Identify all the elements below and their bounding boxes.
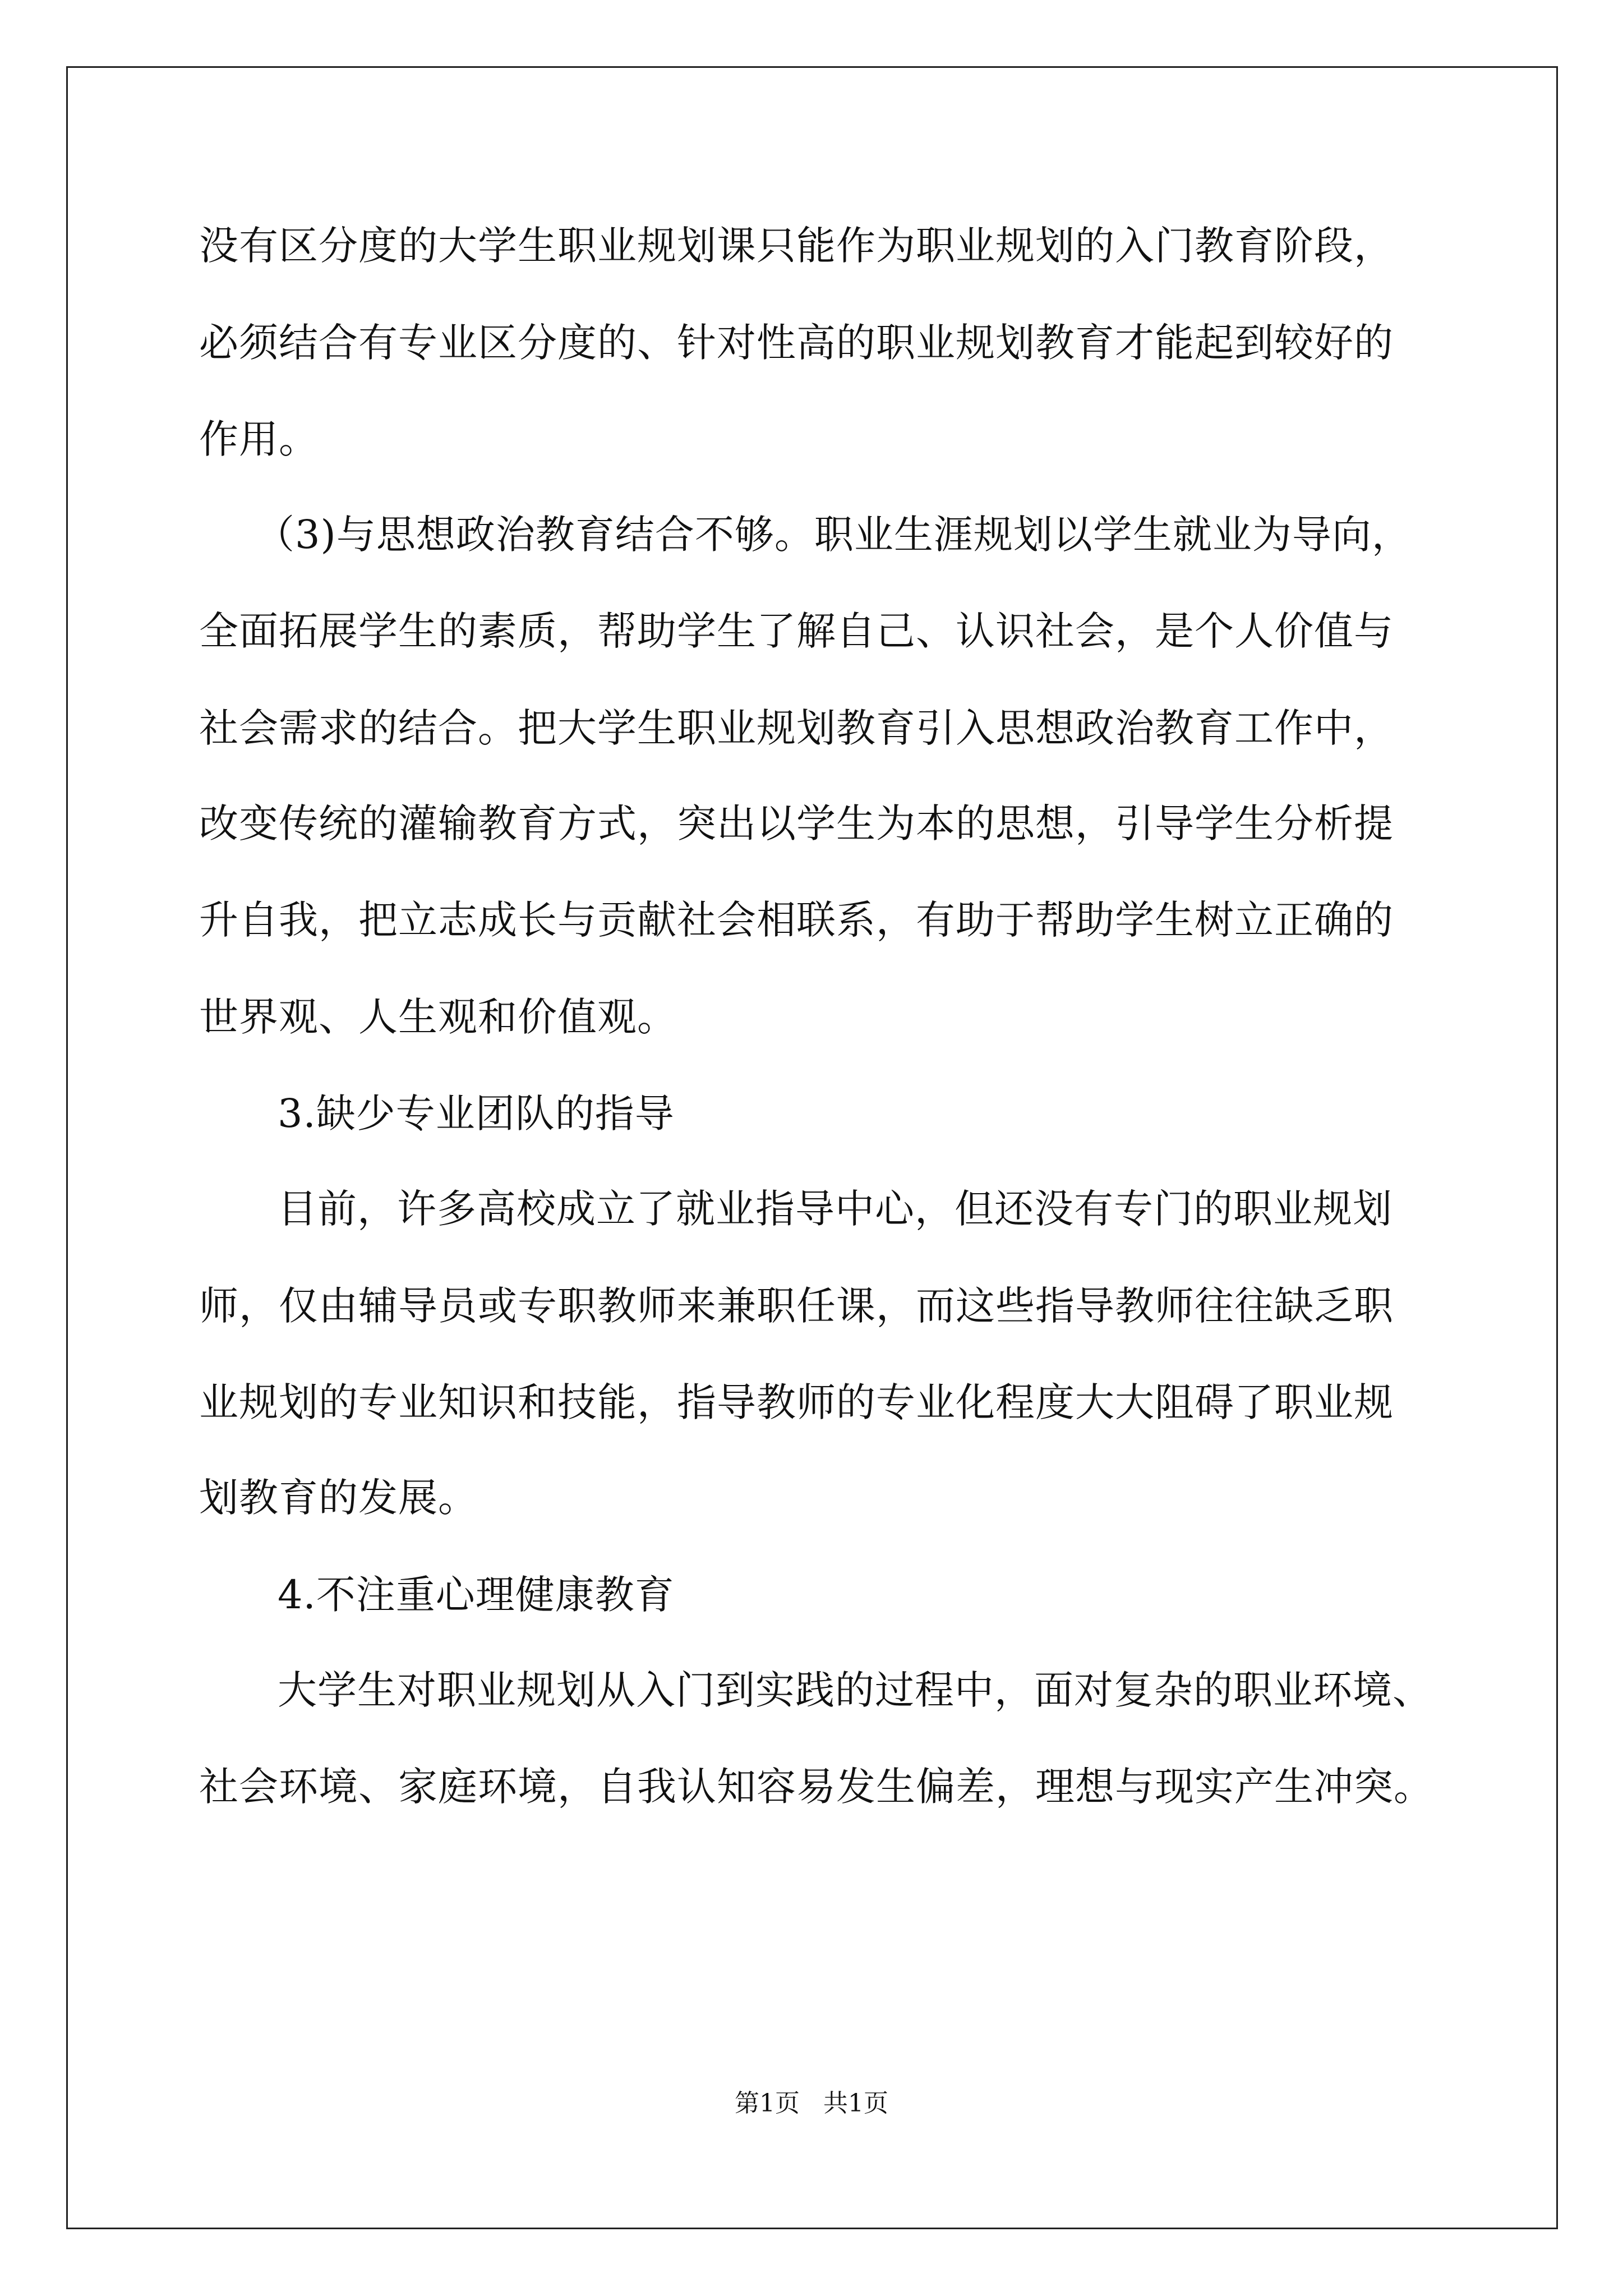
paragraph-line: （3)与思想政治教育结合不够。职业生涯规划以学生就业为导向，: [255, 512, 1412, 558]
paragraph-line: 大学生对职业规划从入门到实践的过程中，面对复杂的职业环境、: [278, 1667, 1432, 1713]
paragraph-line: 世界观、人生观和价值观。: [199, 994, 677, 1040]
paragraph-line: 升自我，把立志成长与贡献社会相联系，有助于帮助学生树立正确的: [199, 897, 1394, 943]
paragraph-line: 改变传统的灌输教育方式，突出以学生为本的思想，引导学生分析提: [199, 800, 1394, 846]
section-heading: 4.不注重心理健康教育: [278, 1572, 675, 1618]
page-border: [66, 66, 1558, 2229]
paragraph-line: 社会需求的结合。把大学生职业规划教育引入思想政治教育工作中，: [199, 705, 1394, 751]
paragraph-line: 社会环境、家庭环境，自我认知容易发生偏差，理想与现实产生冲突。: [199, 1764, 1433, 1810]
paragraph-line: 业规划的专业知识和技能，指导教师的专业化程度大大阻碍了职业规: [199, 1379, 1394, 1425]
section-heading: 3.缺少专业团队的指导: [278, 1091, 675, 1137]
paragraph-line: 划教育的发展。: [199, 1475, 478, 1521]
page-number-footer: 第1页 共1页: [735, 2089, 888, 2118]
paragraph-line: 全面拓展学生的素质，帮助学生了解自己、认识社会，是个人价值与: [199, 608, 1394, 654]
paragraph-line: 目前，许多高校成立了就业指导中心，但还没有专门的职业规划: [278, 1186, 1393, 1232]
paragraph-line: 没有区分度的大学生职业规划课只能作为职业规划的入门教育阶段，: [199, 223, 1394, 269]
paragraph-line: 师，仅由辅导员或专职教师来兼职任课，而这些指导教师往往缺乏职: [199, 1283, 1394, 1329]
paragraph-line: 必须结合有专业区分度的、针对性高的职业规划教育才能起到较好的: [199, 320, 1394, 366]
paragraph-line: 作用。: [199, 416, 319, 462]
